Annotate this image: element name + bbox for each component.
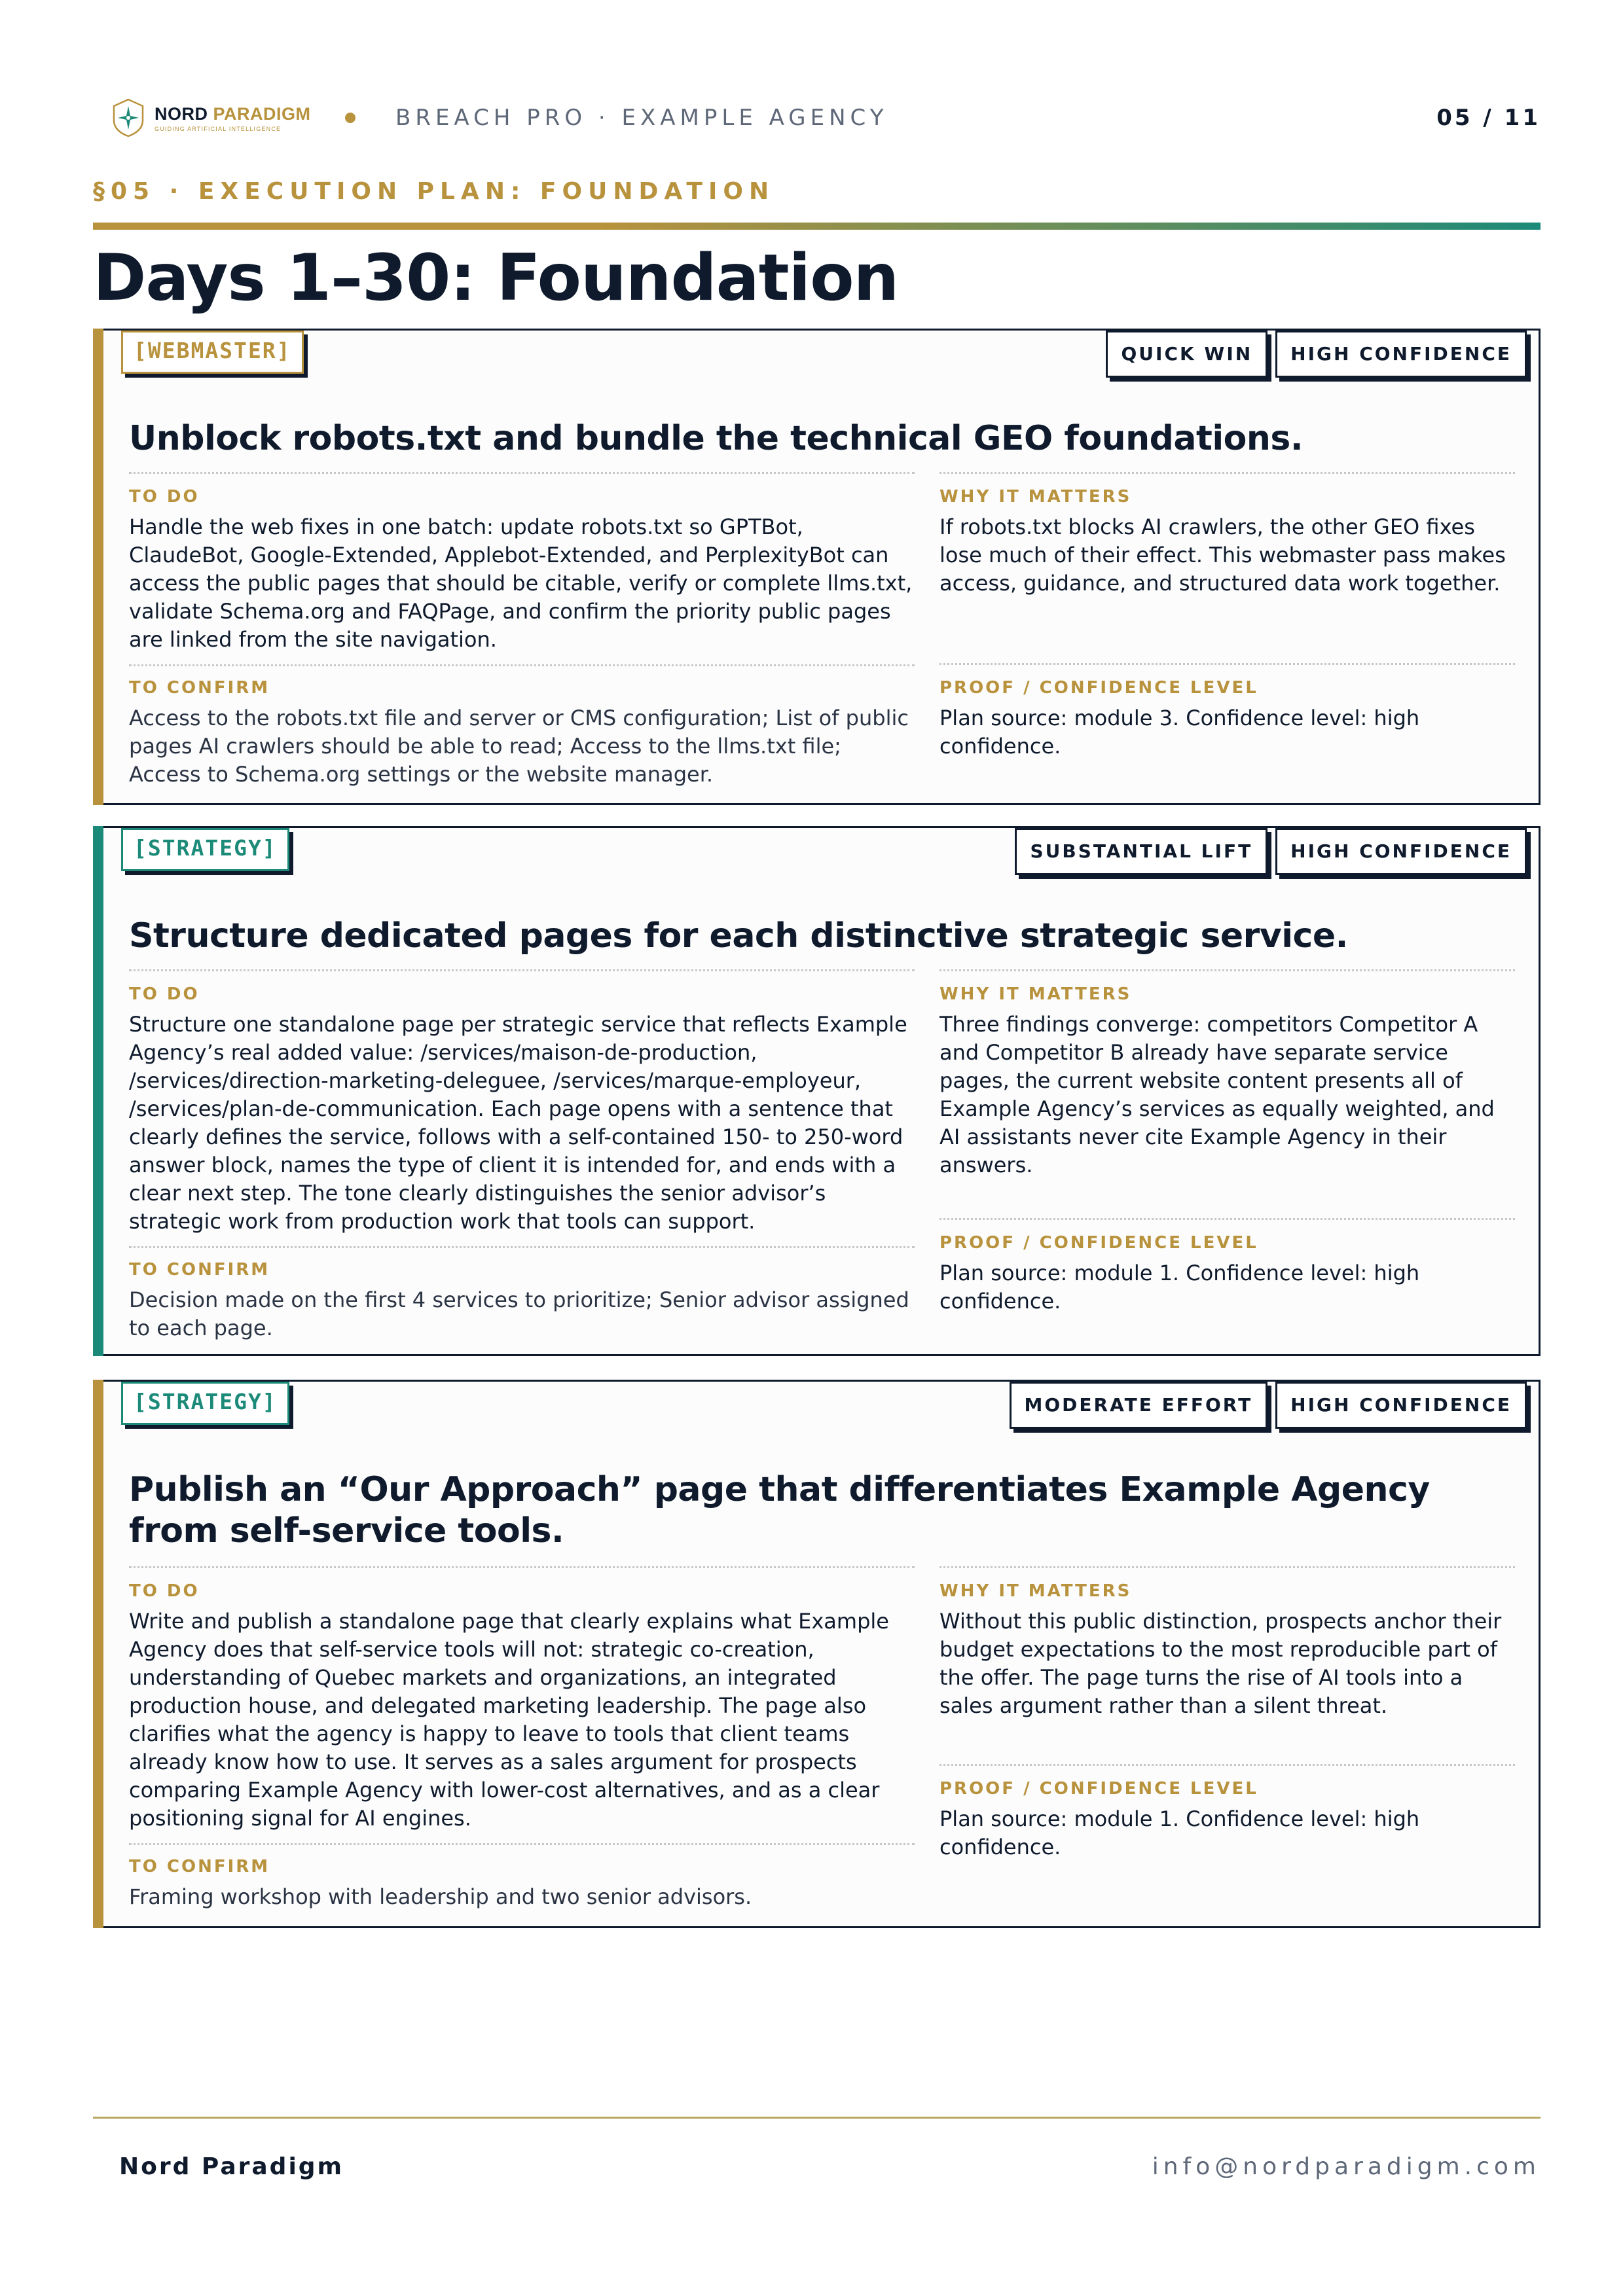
why-text: Without this public distinction, prospects anchor their budget expectations to the most reproducible part of the offer. The page turns the rise of AI tools into a sales argument rather than a silent threat.: [939, 1609, 1502, 1718]
card-proof-block: [939, 1764, 1515, 1861]
footer-email-link[interactable]: info@nordparadigm.com: [1152, 2153, 1541, 2180]
divider: [939, 1218, 1515, 1220]
footer-divider: [93, 2117, 1541, 2119]
divider: [939, 1566, 1515, 1568]
why-label: WHY IT MATTERS: [939, 487, 1132, 507]
badge-group: [1010, 1382, 1527, 1429]
divider: [939, 969, 1515, 971]
card-left-column: [129, 1566, 915, 1911]
card-proof-block: [939, 1218, 1515, 1316]
divider: [129, 664, 915, 666]
footer-brand: Nord Paradigm: [119, 2153, 344, 2180]
confirm-label: TO CONFIRM: [129, 1260, 270, 1280]
action-card: [93, 826, 1541, 1356]
proof-text: Plan source: module 1. Confidence level: high confidence.: [939, 1806, 1420, 1859]
owner-tag: [STRATEGY]: [121, 1382, 289, 1425]
card-right-column: [939, 1566, 1515, 1720]
proof-text: Plan source: module 1. Confidence level: high confidence.: [939, 1261, 1420, 1314]
effort-badge: SUBSTANTIAL LIFT: [1015, 828, 1267, 875]
divider: [939, 663, 1515, 665]
divider: [939, 472, 1515, 474]
card-title: Publish an “Our Approach” page that differentiates Example Agency from self-service tools.: [129, 1470, 1430, 1551]
logo-tagline: GUIDING ARTIFICIAL INTELLIGENCE: [155, 125, 282, 132]
divider: [129, 472, 915, 474]
todo-text: Handle the web fixes in one batch: update robots.txt so GPTBot, ClaudeBot, Google-Extended, Applebot-Extended, and PerplexityBot can access the public pages that should be citable, verify or complete llms.txt, validate Schema.org and FAQPage, and confirm the priority public pages are linked from the site navigation.: [129, 514, 913, 652]
section-divider: [93, 223, 1541, 230]
card-left-column: [129, 472, 915, 789]
card-title: Unblock robots.txt and bundle the technical GEO foundations.: [129, 419, 1304, 458]
why-text: If robots.txt blocks AI crawlers, the other GEO fixes lose much of their effect. This webmaster pass makes access, guidance, and structured data work together.: [939, 514, 1506, 596]
compass-star-icon: [111, 98, 145, 137]
card-title: Structure dedicated pages for each distinctive strategic service.: [129, 916, 1348, 956]
card-proof-block: [939, 663, 1515, 761]
proof-label: PROOF / CONFIDENCE LEVEL: [939, 678, 1258, 698]
proof-label: PROOF / CONFIDENCE LEVEL: [939, 1233, 1258, 1253]
brand-logo: [111, 98, 311, 137]
todo-label: TO DO: [129, 1581, 200, 1601]
confidence-badge: HIGH CONFIDENCE: [1275, 1382, 1527, 1429]
card-accent-bar: [93, 1380, 103, 1928]
action-card: [93, 329, 1541, 805]
todo-label: TO DO: [129, 487, 200, 507]
card-accent-bar: [93, 826, 103, 1356]
effort-badge: QUICK WIN: [1106, 331, 1267, 378]
why-label: WHY IT MATTERS: [939, 984, 1132, 1004]
page-number: 05 / 11: [1436, 105, 1541, 131]
todo-text: Structure one standalone page per strategic service that reflects Example Agency’s real added value: /services/maison-de-production, /services/direction-marketing-deleguee, /services/marque-employeur, /services/plan-de-communication. Each page opens with a sentence that clearly defines the service, follows with a self-contained 150- to 250-word answer block, names the type of client it is intended for, and ends with a clear next step. The tone clearly distinguishes the senior advisor’s strategic work from production work that tools can support.: [129, 1012, 907, 1234]
divider: [129, 1566, 915, 1568]
owner-tag: [WEBMASTER]: [121, 331, 304, 374]
confirm-label: TO CONFIRM: [129, 678, 270, 698]
card-right-column: [939, 969, 1515, 1179]
badge-group: [1015, 828, 1527, 875]
section-label: §05 · EXECUTION PLAN: FOUNDATION: [93, 178, 775, 205]
divider: [129, 969, 915, 971]
badge-group: [1106, 331, 1527, 378]
card-right-column: [939, 472, 1515, 598]
logo-name: NORD PARADIGM: [155, 103, 311, 124]
page-title: Days 1–30: Foundation: [93, 241, 899, 315]
confirm-label: TO CONFIRM: [129, 1857, 270, 1876]
divider: [129, 1246, 915, 1248]
effort-badge: MODERATE EFFORT: [1010, 1382, 1268, 1429]
owner-tag: [STRATEGY]: [121, 828, 289, 871]
divider: [129, 1843, 915, 1845]
todo-text: Write and publish a standalone page that clearly explains what Example Agency does that self-service tools will not: strategic co-creation, understanding of Quebec markets and organizations, an integrated production house, and delegated marketing leadership. The page also clarifies what the agency is happy to leave to tools that client teams already know how to use. It serves as a sales argument for prospects comparing Example Agency with lower-cost alternatives, and as a clear positioning signal for AI engines.: [129, 1609, 889, 1831]
confirm-text: Access to the robots.txt file and server or CMS configuration; List of public pages AI crawlers should be able to read; Access to the llms.txt file; Access to Schema.org settings or the website manager.: [129, 706, 909, 787]
proof-text: Plan source: module 3. Confidence level: high confidence.: [939, 706, 1420, 759]
document-title: BREACH PRO · EXAMPLE AGENCY: [395, 105, 888, 131]
proof-label: PROOF / CONFIDENCE LEVEL: [939, 1779, 1258, 1799]
confirm-text: Framing workshop with leadership and two senior advisors.: [129, 1884, 752, 1909]
page-header: [93, 98, 1541, 151]
divider: [939, 1764, 1515, 1766]
why-label: WHY IT MATTERS: [939, 1581, 1132, 1601]
todo-label: TO DO: [129, 984, 200, 1004]
confidence-badge: HIGH CONFIDENCE: [1275, 828, 1527, 875]
action-card: [93, 1380, 1541, 1928]
header-separator-dot: [345, 113, 356, 123]
card-left-column: [129, 969, 915, 1342]
confirm-text: Decision made on the first 4 services to prioritize; Senior advisor assigned to each page.: [129, 1287, 909, 1340]
card-accent-bar: [93, 329, 103, 805]
confidence-badge: HIGH CONFIDENCE: [1275, 331, 1527, 378]
why-text: Three findings converge: competitors Competitor A and Competitor B already have separate service pages, the current website content presents all of Example Agency’s services as equally weighted, and AI assistants never cite Example Agency in their answers.: [939, 1012, 1495, 1177]
